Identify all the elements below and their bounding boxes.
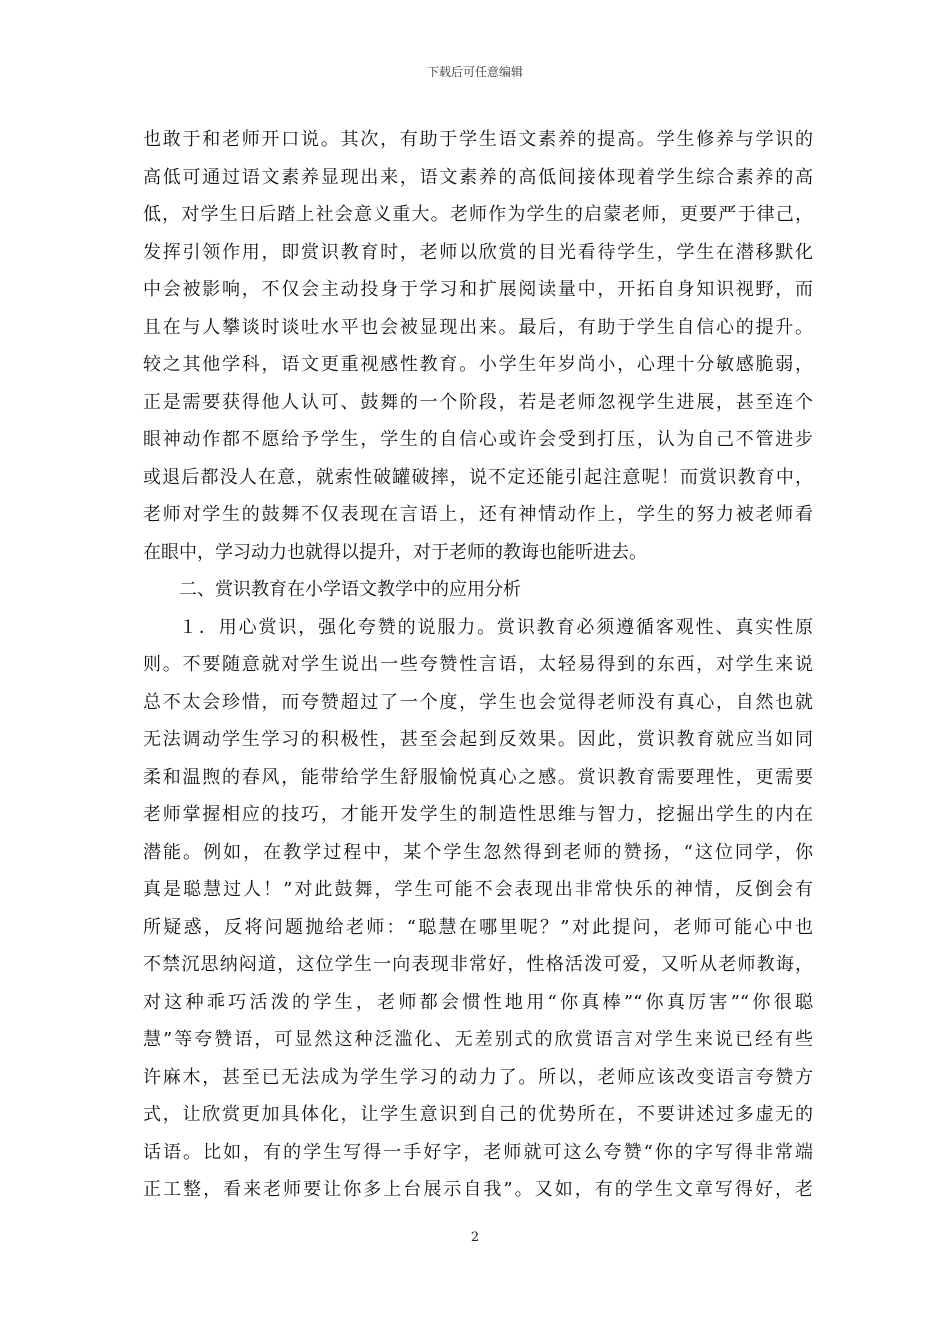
text-line: 不禁沉思纳闷道，这位学生一向表现非常好，性格活泼可爱，又听从老师教诲， — [143, 954, 813, 975]
text-line: 式，让欣赏更加具体化，让学生意识到自己的优势所在，不要讲述过多虚无的 — [143, 1104, 813, 1125]
text-line: 慧”等夸赞语，可显然这种泛滥化、无差别式的欣赏语言对学生来说已经有些 — [143, 1029, 813, 1050]
text-line: 且在与人攀谈时谈吐水平也会被显现出来。最后，有助于学生自信心的提升。 — [143, 316, 813, 338]
text-line: 柔和温煦的春风，能带给学生舒服愉悦真心之感。赏识教育需要理性，更需要 — [143, 766, 813, 788]
text-line: 总不太会珍惜，而夸赞超过了一个度，学生也会觉得老师没有真心，自然也就 — [143, 691, 813, 713]
text-line: 较之其他学科，语文更重视感性教育。小学生年岁尚小，心理十分敏感脆弱， — [143, 354, 813, 375]
text-line: 无法调动学生学习的积极性，甚至会起到反效果。因此，赏识教育就应当如同 — [143, 729, 813, 750]
text-line: 则。不要随意就对学生说出一些夸赞性言语，太轻易得到的东西，对学生来说 — [143, 654, 813, 675]
text-line: 真是聪慧过人！”对此鼓舞，学生可能不会表现出非常快乐的神情，反倒会有 — [143, 879, 813, 900]
section-heading: 二、赏识教育在小学语文教学中的应用分析 — [179, 579, 521, 600]
text-line: 老师对学生的鼓舞不仅表现在言语上，还有神情动作上，学生的努力被老师看 — [143, 504, 813, 525]
text-line: 在眼中，学习动力也就得以提升，对于老师的教诲也能听进去。 — [143, 541, 647, 563]
page-header: 下载后可任意编辑 — [426, 65, 523, 79]
text-line: 也敢于和老师开口说。其次，有助于学生语文素养的提高。学生修养与学识的 — [143, 129, 813, 150]
text-line: 对这种乖巧活泼的学生，老师都会惯性地用“你真棒”“你真厉害”“你很聪 — [143, 991, 813, 1013]
text-line: 所疑惑，反将问题抛给老师：“聪慧在哪里呢？”对此提问，老师可能心中也 — [143, 916, 813, 938]
text-line: 话语。比如，有的学生写得一手好字，老师就可这么夸赞“你的字写得非常端 — [143, 1141, 813, 1163]
text-line: 或退后都没人在意，就索性破罐破摔，说不定还能引起注意呢！而赏识教育中， — [143, 466, 813, 488]
text-line: 低，对学生日后踏上社会意义重大。老师作为学生的启蒙老师，更要严于律己， — [143, 204, 813, 225]
text-line: 正是需要获得他人认可、鼓舞的一个阶段，若是老师忽视学生进展，甚至连个 — [143, 391, 813, 413]
text-line: 发挥引领作用，即赏识教育时，老师以欣赏的目光看待学生，学生在潜移默化 — [143, 241, 813, 263]
text-line: 老师掌握相应的技巧，才能开发学生的制造性思维与智力，挖掘出学生的内在 — [143, 804, 813, 825]
text-line: 中会被影响，不仅会主动投身于学习和扩展阅读量中，开拓自身知识视野，而 — [143, 279, 813, 300]
text-line: 正工整，看来老师要让你多上台展示自我”。又如，有的学生文章写得好，老 — [143, 1179, 813, 1200]
text-line: 潜能。例如，在教学过程中，某个学生忽然得到老师的赞扬，“这位同学，你 — [143, 841, 813, 863]
text-line: 许麻木，甚至已无法成为学生学习的动力了。所以，老师应该改变语言夸赞方 — [143, 1066, 813, 1088]
page-number: 2 — [470, 1230, 480, 1245]
text-line: １．用心赏识，强化夸赞的说服力。赏识教育必须遵循客观性、真实性原 — [179, 616, 813, 638]
text-line: 高低可通过语文素养显现出来，语文素养的高低间接体现着学生综合素养的高 — [143, 166, 813, 188]
text-line: 眼神动作都不愿给予学生，学生的自信心或许会受到打压，认为自己不管进步 — [143, 429, 813, 450]
